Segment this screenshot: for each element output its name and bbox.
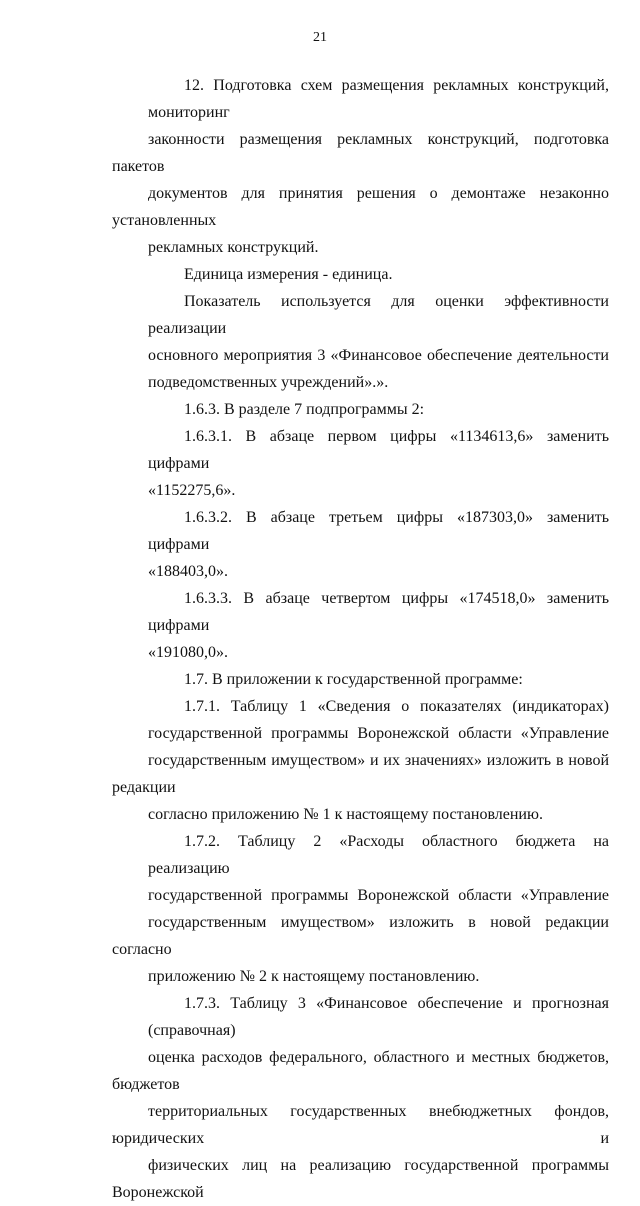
text-line: государственной программы Воронежской области «Управление — [148, 725, 609, 742]
paragraph-1-6-3-3 — [112, 585, 609, 666]
text-line: Показатель используется для оценки эффективности реализации — [148, 293, 609, 337]
paragraph-1-6-3-1 — [112, 423, 609, 504]
text-line: территориальных государственных внебюджетных фондов, юридических и — [112, 1103, 609, 1147]
text-line: документов для принятия решения о демонтаже незаконно установленных — [112, 185, 609, 229]
text-line: 1.7.3. Таблицу 3 «Финансовое обеспечение и прогнозная (справочная) — [148, 995, 609, 1039]
text-line: согласно приложению № 1 к настоящему постановлению. — [148, 806, 543, 823]
text-line: государственной программы Воронежской области «Управление — [148, 887, 609, 904]
text-line: 12. Подготовка схем размещения рекламных конструкций, мониторинг — [148, 77, 609, 121]
page-number: 21 — [313, 30, 327, 45]
text-line: приложению № 2 к настоящему постановлению. — [148, 968, 480, 985]
paragraph-unit-of-measure — [112, 261, 609, 288]
paragraph-1-7-2 — [112, 828, 609, 990]
text-line: законности размещения рекламных конструкций, подготовка пакетов — [112, 131, 609, 175]
text-line: подведомственных учреждений».». — [148, 374, 389, 391]
text-line: государственным имуществом» изложить в новой редакции согласно — [112, 914, 609, 958]
document-body — [112, 72, 609, 1206]
paragraph-indicator-usage — [112, 288, 609, 396]
text-line: «191080,0». — [148, 644, 228, 661]
text-line: 1.6.3.2. В абзаце третьем цифры «187303,0» заменить цифрами — [148, 509, 609, 553]
text-line: 1.6.3.1. В абзаце первом цифры «1134613,6» заменить цифрами — [148, 428, 609, 472]
text-line: основного мероприятия 3 «Финансовое обеспечение деятельности — [148, 347, 609, 364]
paragraph-12-billboard-schemes — [112, 72, 609, 261]
text-line: «188403,0». — [148, 563, 228, 580]
text-line: 1.7. В приложении к государственной программе: — [184, 671, 523, 688]
text-line: рекламных конструкций. — [148, 239, 319, 256]
text-line: 1.7.1. Таблицу 1 «Сведения о показателях (индикаторах) — [184, 698, 609, 715]
paragraph-1-7 — [112, 666, 609, 693]
text-line: Единица измерения - единица. — [184, 266, 393, 283]
text-line: 1.7.2. Таблицу 2 «Расходы областного бюджета на реализацию — [148, 833, 609, 877]
paragraph-1-7-3 — [112, 990, 609, 1206]
text-line: оценка расходов федерального, областного и местных бюджетов, бюджетов — [112, 1049, 609, 1093]
paragraph-1-6-3-2 — [112, 504, 609, 585]
paragraph-1-6-3 — [112, 396, 609, 423]
text-line: 1.6.3. В разделе 7 подпрограммы 2: — [184, 401, 425, 418]
text-line: государственным имуществом» и их значениях» изложить в новой редакции — [112, 752, 609, 796]
text-line: физических лиц на реализацию государственной программы Воронежской — [112, 1157, 609, 1201]
text-line: «1152275,6». — [148, 482, 236, 499]
paragraph-1-7-1 — [112, 693, 609, 828]
text-line: 1.6.3.3. В абзаце четвертом цифры «174518,0» заменить цифрами — [148, 590, 609, 634]
